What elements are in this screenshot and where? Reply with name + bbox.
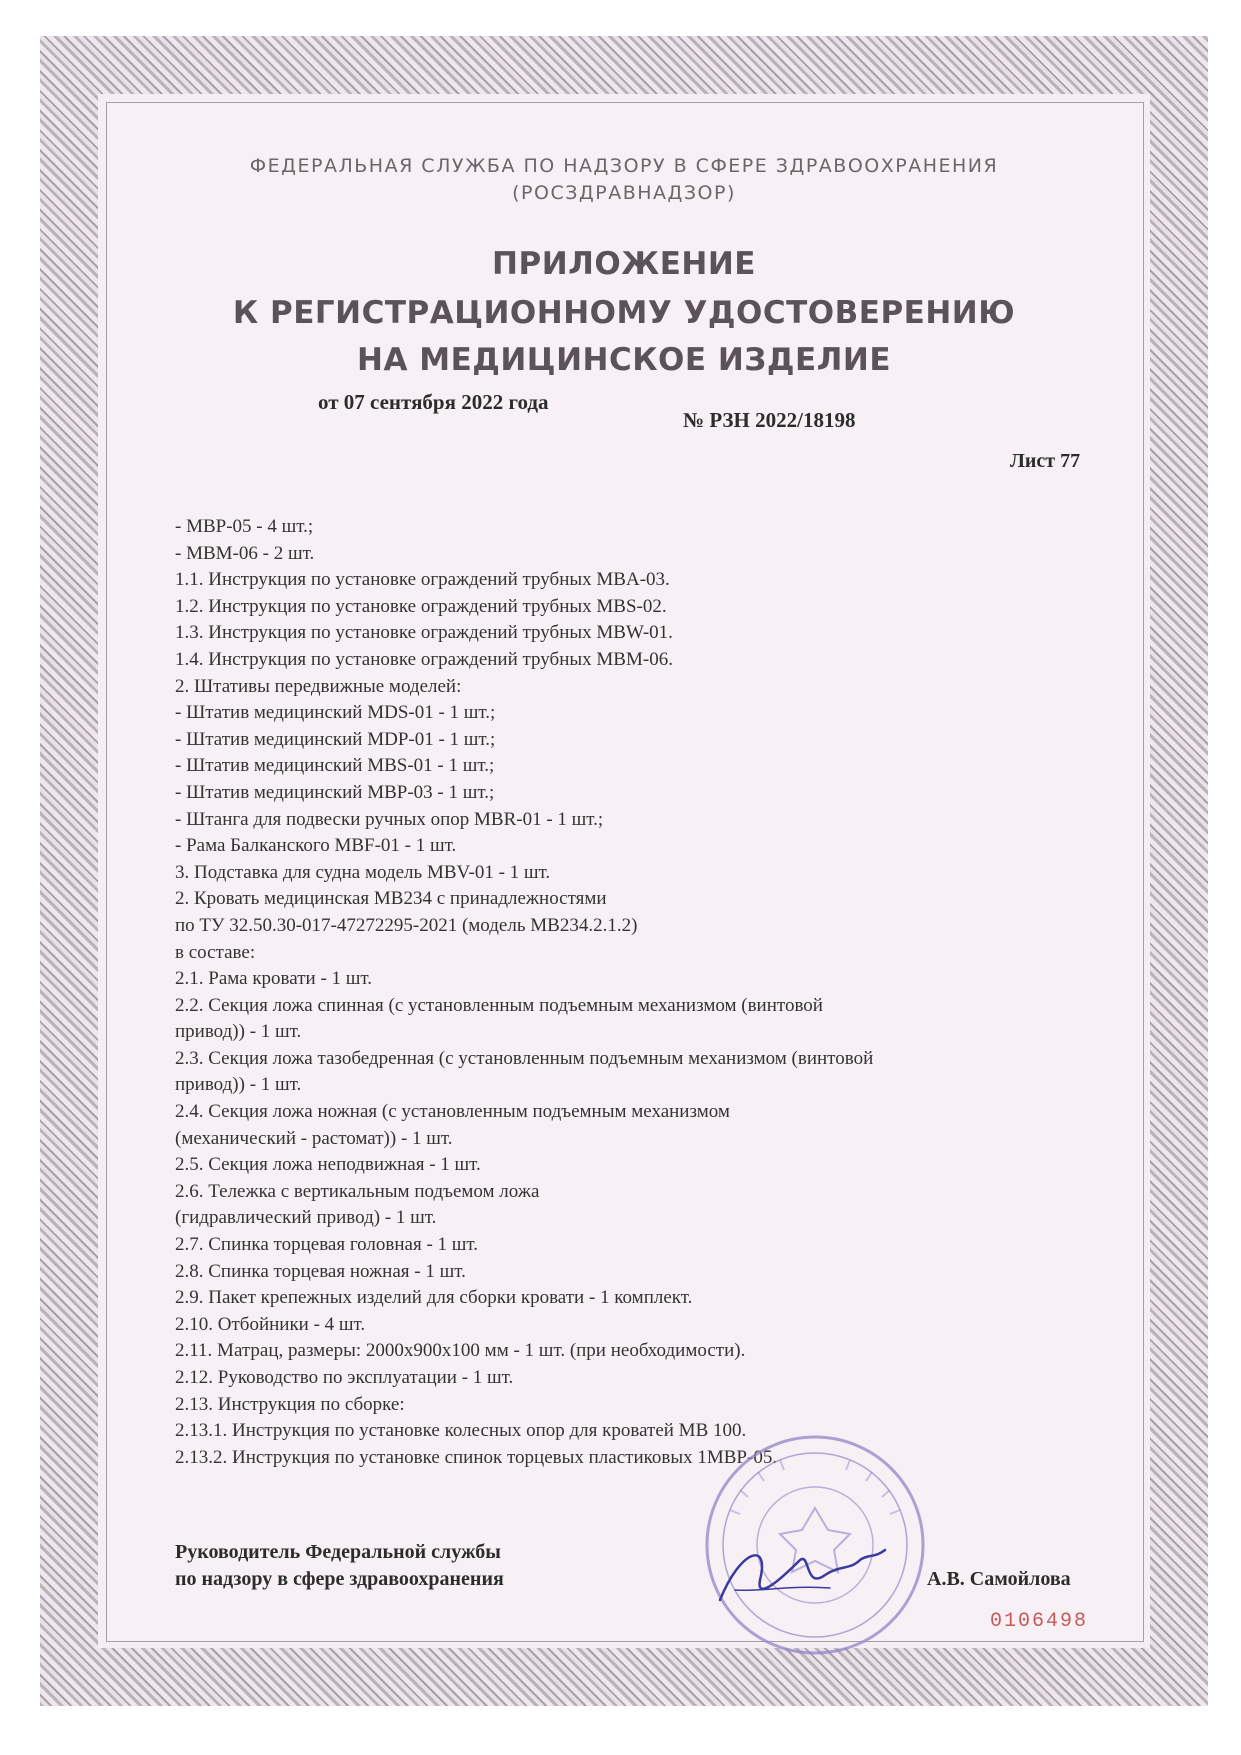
list-line: 2.13. Инструкция по сборке: — [175, 1393, 405, 1415]
issue-date: от 07 сентября 2022 года — [318, 390, 549, 414]
list-line: 3. Подставка для судна модель MBV-01 - 1 шт. — [175, 861, 551, 883]
list-line: 2.1. Рама кровати - 1 шт. — [175, 968, 373, 990]
list-line: (механический - растомат)) - 1 шт. — [175, 1127, 453, 1149]
list-line: 1.2. Инструкция по установке ограждений трубных MBS-02. — [175, 595, 667, 617]
signer-title-line-2: по надзору в сфере здравоохранения — [175, 1568, 504, 1590]
list-line: 2.7. Спинка торцевая головная - 1 шт. — [175, 1234, 479, 1256]
list-line: 2.2. Секция ложа спинная (с установленным подъемным механизмом (винтовой — [175, 994, 823, 1016]
list-line: 2. Кровать медицинская MB234 с принадлежностями — [175, 888, 607, 910]
list-line: - Штатив медицинский MDP-01 - 1 шт.; — [175, 728, 496, 750]
list-line: - MBM-06 - 2 шт. — [175, 542, 315, 564]
list-line: 2.13.2. Инструкция по установке спинок торцевых пластиковых 1MBP-05. — [175, 1446, 778, 1468]
list-line: 2.4. Секция ложа ножная (с установленным подъемным механизмом — [175, 1101, 730, 1123]
list-line: 2.10. Отбойники - 4 шт. — [175, 1313, 366, 1335]
list-line: 2.5. Секция ложа неподвижная - 1 шт. — [175, 1154, 481, 1176]
list-line: 2.13.1. Инструкция по установке колесных опор для кроватей MB 100. — [175, 1420, 747, 1442]
list-line: 1.3. Инструкция по установке ограждений трубных MBW-01. — [175, 622, 673, 644]
list-line: - Штатив медицинский MDS-01 - 1 шт.; — [175, 702, 496, 724]
title-line-1: ПРИЛОЖЕНИЕ — [492, 246, 756, 282]
agency-abbreviation: (РОСЗДРАВНАДЗОР) — [512, 182, 736, 204]
list-line: - Штанга для подвески ручных опор MBR-01 - 1 шт.; — [175, 808, 604, 830]
list-line: 1.1. Инструкция по установке ограждений трубных MBA-03. — [175, 569, 670, 591]
serial-number: 0106498 — [990, 1610, 1089, 1633]
signer-title — [175, 1539, 504, 1593]
list-line: - Штатив медицинский MBS-01 - 1 шт.; — [175, 755, 495, 777]
list-line: 2.11. Матрац, размеры: 2000x900x100 мм - 1 шт. (при необходимости). — [175, 1340, 746, 1362]
list-line: - MBP-05 - 4 шт.; — [175, 516, 314, 537]
list-line: 2.12. Руководство по эксплуатации - 1 шт. — [175, 1367, 514, 1388]
title-line-2: К РЕГИСТРАЦИОННОМУ УДОСТОВЕРЕНИЮ — [232, 295, 1016, 331]
agency-name: ФЕДЕРАЛЬНАЯ СЛУЖБА ПО НАДЗОРУ В СФЕРЕ ЗДРАВООХРАНЕНИЯ — [249, 155, 999, 177]
sheet-number: Лист 77 — [1010, 450, 1081, 472]
list-line: - Штатив медицинский MBP-03 - 1 шт.; — [175, 781, 495, 803]
list-line: 1.4. Инструкция по установке ограждений трубных MBM-06. — [175, 648, 673, 670]
list-line: привод)) - 1 шт. — [175, 1021, 302, 1043]
signer-title-line-1: Руководитель Федеральной службы — [175, 1541, 501, 1563]
signer-name: А.В. Самойлова — [927, 1568, 1071, 1590]
list-line: - Рама Балканского MBF-01 - 1 шт. — [175, 835, 457, 857]
list-line: 2.9. Пакет крепежных изделий для сборки кровати - 1 комплект. — [175, 1287, 693, 1309]
composition-list — [175, 514, 1105, 1471]
handwritten-signature — [700, 1530, 900, 1620]
list-line: 2. Штативы передвижные моделей: — [175, 675, 462, 697]
list-line: 2.3. Секция ложа тазобедренная (с установленным подъемным механизмом (винтовой — [175, 1047, 874, 1069]
list-line: в составе: — [175, 941, 256, 963]
list-line: 2.8. Спинка торцевая ножная - 1 шт. — [175, 1260, 466, 1282]
title-line-3: НА МЕДИЦИНСКОЕ ИЗДЕЛИЕ — [357, 342, 891, 378]
registration-number: № РЗН 2022/18198 — [683, 408, 856, 432]
list-line: по ТУ 32.50.30-017-47272295-2021 (модель MB234.2.1.2) — [175, 914, 638, 936]
list-line: (гидравлический привод) - 1 шт. — [175, 1207, 437, 1229]
list-line: 2.6. Тележка с вертикальным подъемом ложа — [175, 1180, 540, 1202]
list-line: привод)) - 1 шт. — [175, 1074, 302, 1096]
